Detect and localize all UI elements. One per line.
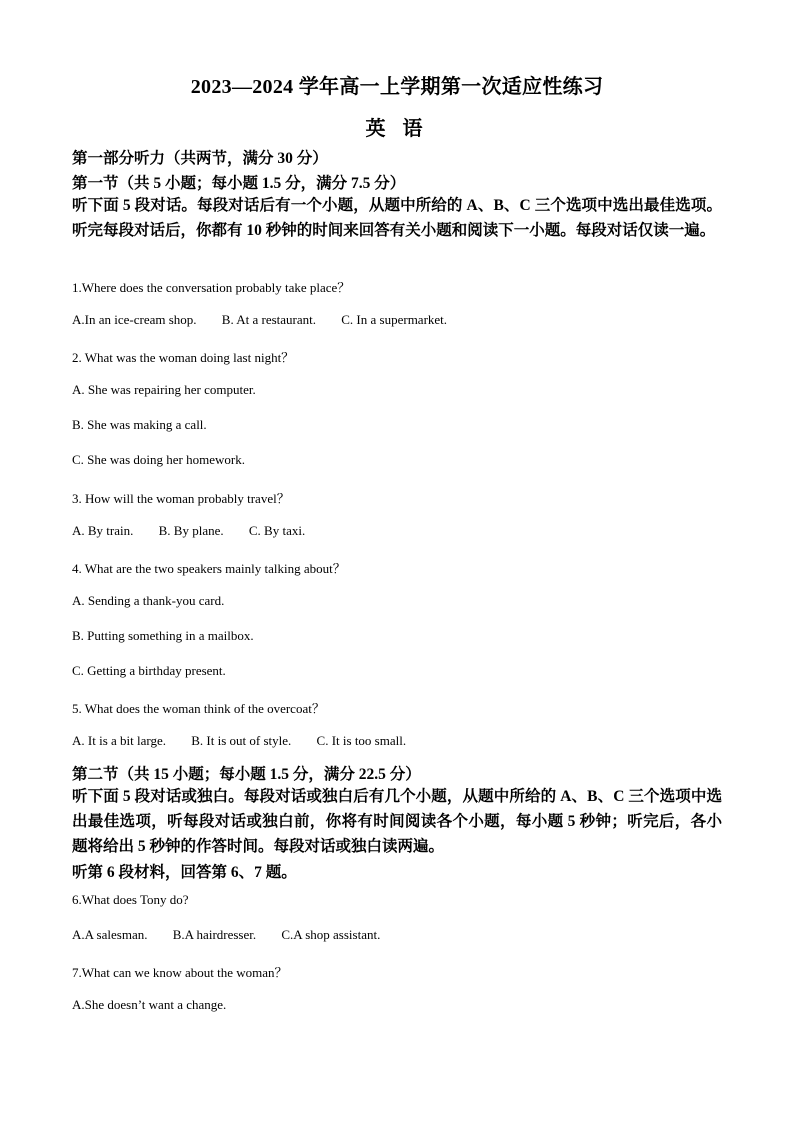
question-stem-7: 7.What can we know about the woman？: [72, 965, 288, 980]
option-5b: B. It is out of style.: [191, 733, 292, 748]
question-stem-5: 5. What does the woman think of the overcoat？: [72, 701, 325, 716]
question-options-3: [72, 523, 305, 539]
question-stem-4: 4. What are the two speakers mainly talking about？: [72, 561, 346, 576]
part1-heading: 第一部分听力（共两节，满分 30 分）: [72, 150, 328, 167]
subject-title: 英 语: [365, 118, 429, 140]
question-stem-3: 3. How will the woman probably travel？: [72, 491, 290, 506]
option-5c: C. It is too small.: [316, 733, 407, 748]
option-7a: A.She doesn’t want a change.: [72, 997, 227, 1012]
option-3a: A. By train.: [72, 523, 134, 538]
option-4b: B. Putting something in a mailbox.: [72, 628, 254, 643]
option-4a: A. Sending a thank-you card.: [72, 593, 225, 608]
option-6c: C.A shop assistant.: [281, 927, 381, 942]
option-1a: A.In an ice-cream shop.: [72, 312, 197, 327]
option-1b: B. At a restaurant.: [221, 312, 317, 327]
section1-instructions: 听下面 5 段对话。每段对话后有一个小题，从题中所给的 A、B、C 三个选项中选出最佳选项。听完每段对话后，你都有 10 秒钟的时间来回答有关小题和阅读下一小题。每段对话仅读一遍。: [72, 197, 722, 239]
option-6a: A.A salesman.: [72, 927, 148, 942]
option-3b: B. By plane.: [158, 523, 224, 538]
option-3c: C. By taxi.: [248, 523, 306, 538]
option-4c: C. Getting a birthday present.: [72, 663, 226, 678]
section2-instructions: 听下面 5 段对话或独白。每段对话或独白后有几个小题，从题中所给的 A、B、C 三个选项中选出最佳选项，听每段对话或独白前，你将有时间阅读各个小题，每小题 5 秒钟；听完后，各小题将给出 5 秒钟的作答时间。每段对话或独白读两遍。: [72, 788, 722, 855]
option-5a: A. It is a bit large.: [72, 733, 166, 748]
option-2c: C. She was doing her homework.: [72, 452, 245, 467]
option-2b: B. She was making a call.: [72, 417, 207, 432]
section1-heading: 第一节（共 5 小题；每小题 1.5 分，满分 7.5 分）: [72, 175, 406, 192]
option-2a: A. She was repairing her computer.: [72, 382, 256, 397]
option-1c: C. In a supermarket.: [341, 312, 448, 327]
question-stem-1: 1.Where does the conversation probably take place？: [72, 280, 351, 295]
question-options-5: [72, 733, 406, 749]
question-stem-2: 2. What was the woman doing last night？: [72, 350, 295, 365]
material-note: 听第 6 段材料，回答第 6、7 题。: [72, 864, 297, 881]
option-6b: B.A hairdresser.: [172, 927, 257, 942]
question-options-1: [72, 312, 447, 328]
section2-heading: 第二节（共 15 小题；每小题 1.5 分，满分 22.5 分）: [72, 766, 421, 783]
question-options-6: [72, 927, 380, 943]
question-stem-6: 6.What does Tony do?: [72, 892, 189, 907]
exam-title: 2023—2024 学年高一上学期第一次适应性练习: [190, 76, 604, 98]
